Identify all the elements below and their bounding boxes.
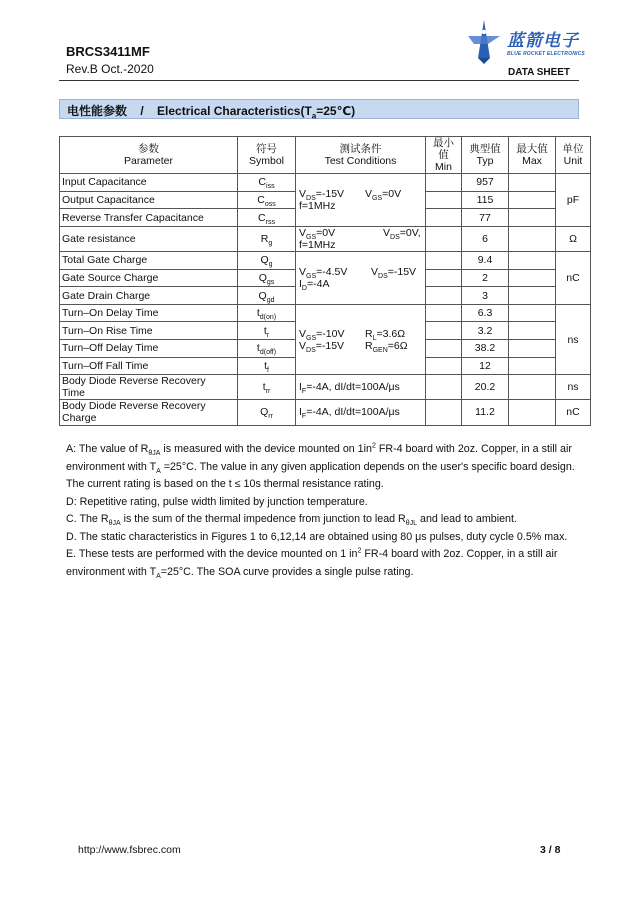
param-cell: Turn–On Rise Time: [60, 322, 238, 340]
unit-cell: nC: [556, 400, 591, 425]
param-cell: Total Gate Charge: [60, 252, 238, 270]
max-cell: [509, 400, 556, 425]
min-cell: [426, 191, 462, 209]
min-cell: [426, 209, 462, 227]
min-cell: [426, 304, 462, 322]
param-cell: Body Diode Reverse Recovery Charge: [60, 400, 238, 425]
param-cell: Gate Drain Charge: [60, 287, 238, 305]
typ-cell: 2: [462, 269, 509, 287]
typ-cell: 9.4: [462, 252, 509, 270]
conditions-gate-resistance: $V_{GS}=0V$ $V_{DS}=0V$, f=1MHz: [296, 226, 426, 251]
header-max: 最大值 Max: [509, 137, 556, 174]
symbol-cell: $t_{d(on)}$: [238, 304, 296, 322]
table-row: [60, 375, 591, 400]
max-cell: [509, 375, 556, 400]
unit-cell: ns: [556, 304, 591, 374]
symbol-cell: $Q_{gs}$: [238, 269, 296, 287]
note-c: C. The $R_{\theta JA}$ is the sum of the thermal impedence from junction to lead $R_{\theta JL}$ and lead to ambient.: [66, 513, 517, 528]
header-symbol: 符号 Symbol: [238, 137, 296, 174]
unit-cell: nC: [556, 252, 591, 305]
header-parameter: 参数 Parameter: [60, 137, 238, 174]
section-header: [59, 99, 579, 119]
notes-block: [66, 441, 586, 581]
max-cell: [509, 357, 556, 375]
symbol-cell: $Q_{rr}$: [238, 400, 296, 425]
param-cell: Gate resistance: [60, 226, 238, 251]
param-cell: Body Diode Reverse Recovery Time: [60, 375, 238, 400]
footer-url[interactable]: http://www.fsbrec.com: [78, 844, 181, 856]
header-typ: 典型值 Typ: [462, 137, 509, 174]
header-min: 最小值 Min: [426, 137, 462, 174]
max-cell: [509, 209, 556, 227]
typ-cell: 11.2: [462, 400, 509, 425]
symbol-cell: $Q_g$: [238, 252, 296, 270]
logo-chinese-name: 蓝箭电子: [507, 31, 579, 51]
section-title-en: Electrical Characteristics(T: [157, 104, 312, 118]
min-cell: [426, 340, 462, 358]
table-header-row: [60, 137, 591, 174]
param-cell: Output Capacitance: [60, 191, 238, 209]
symbol-cell: $t_{rr}$: [238, 375, 296, 400]
typ-cell: 6: [462, 226, 509, 251]
max-cell: [509, 252, 556, 270]
param-cell: Reverse Transfer Capacitance: [60, 209, 238, 227]
symbol-cell: $C_{iss}$: [238, 174, 296, 192]
max-cell: [509, 174, 556, 192]
min-cell: [426, 322, 462, 340]
max-cell: [509, 226, 556, 251]
header-unit: 单位 Unit: [556, 137, 591, 174]
conditions-gate-charge: $V_{GS}=-4.5V$ $V_{DS}=-15V$ $I_D=-4A$: [296, 252, 426, 305]
symbol-cell: $t_f$: [238, 357, 296, 375]
typ-cell: 38.2: [462, 340, 509, 358]
symbol-cell: $t_r$: [238, 322, 296, 340]
symbol-cell: $R_g$: [238, 226, 296, 251]
section-title-tail: =25℃): [316, 104, 356, 118]
header-divider: [59, 80, 579, 81]
param-cell: Turn–On Delay Time: [60, 304, 238, 322]
page-number: 3 / 8: [540, 844, 561, 856]
typ-cell: 6.3: [462, 304, 509, 322]
symbol-cell: $C_{rss}$: [238, 209, 296, 227]
electrical-characteristics-table: [59, 136, 591, 426]
param-cell: Turn–Off Fall Time: [60, 357, 238, 375]
max-cell: [509, 322, 556, 340]
param-cell: Gate Source Charge: [60, 269, 238, 287]
note-d-repetitive: D: Repetitive rating, pulse width limited by junction temperature.: [66, 495, 368, 508]
conditions-cell: $I_F=-4A$, dI/dt=100A/μs: [296, 375, 426, 400]
table-row: [60, 252, 591, 270]
table-row: [60, 226, 591, 251]
param-cell: Input Capacitance: [60, 174, 238, 192]
conditions-cell: $I_F=-4A$, dI/dt=100A/μs: [296, 400, 426, 425]
param-cell: Turn–Off Delay Time: [60, 340, 238, 358]
revision: Rev.B Oct.-2020: [66, 62, 154, 76]
max-cell: [509, 287, 556, 305]
table-row: [60, 400, 591, 425]
min-cell: [426, 226, 462, 251]
logo-english-name: BLUE ROCKET ELECTRONICS: [507, 51, 585, 57]
typ-cell: 115: [462, 191, 509, 209]
symbol-cell: $C_{oss}$: [238, 191, 296, 209]
min-cell: [426, 174, 462, 192]
max-cell: [509, 340, 556, 358]
typ-cell: 957: [462, 174, 509, 192]
max-cell: [509, 304, 556, 322]
symbol-cell: $Q_{gd}$: [238, 287, 296, 305]
note-e: E. These tests are performed with the device mounted on 1 $in^2$ FR-4 board with 2oz. Copper, in a still air environment with $T_A=25^\circ C$. The SOA curve provides a single pulse rating.: [66, 547, 558, 580]
min-cell: [426, 252, 462, 270]
note-d-static: D. The static characteristics in Figures 1 to 6,12,14 are obtained using 80 μs pulses, duty cycle 0.5% max.: [66, 530, 568, 543]
unit-cell: Ω: [556, 226, 591, 251]
min-cell: [426, 287, 462, 305]
max-cell: [509, 269, 556, 287]
section-title: [67, 102, 355, 119]
part-number: BRCS3411MF: [66, 44, 150, 59]
symbol-cell: $t_{d(off)}$: [238, 340, 296, 358]
min-cell: [426, 400, 462, 425]
table-row: [60, 174, 591, 192]
max-cell: [509, 191, 556, 209]
typ-cell: 20.2: [462, 375, 509, 400]
min-cell: [426, 375, 462, 400]
typ-cell: 77: [462, 209, 509, 227]
section-title-sep: /: [140, 104, 144, 118]
typ-cell: 12: [462, 357, 509, 375]
table-row: [60, 304, 591, 322]
section-title-cn: 电性能参数: [67, 104, 128, 118]
doc-type-label: DATA SHEET: [508, 67, 571, 78]
note-a: A: The value of $R_{\theta JA}$ is measured with the device mounted on $1in^2$ FR-4 board with 2oz. Copper, in a still air environment with $T_A =25^\circ C$. The value in any given application depends on the user's specific board design. The current rating is based on the t ≤ 10s thermal resistance rating.: [66, 442, 575, 490]
header-conditions: 测试条件 Test Conditions: [296, 137, 426, 174]
conditions-capacitance: $V_{DS}=-15V$ $V_{GS}=0V$ f=1MHz: [296, 174, 426, 227]
typ-cell: 3.2: [462, 322, 509, 340]
min-cell: [426, 357, 462, 375]
section-title-sub: a: [311, 111, 317, 121]
conditions-switching: $V_{GS}=-10V$ $R_L=3.6\Omega$ $V_{DS}=-15V$ $R_{GEN}=6\Omega$: [296, 304, 426, 374]
typ-cell: 3: [462, 287, 509, 305]
min-cell: [426, 269, 462, 287]
unit-cell: ns: [556, 375, 591, 400]
unit-cell: pF: [556, 174, 591, 227]
